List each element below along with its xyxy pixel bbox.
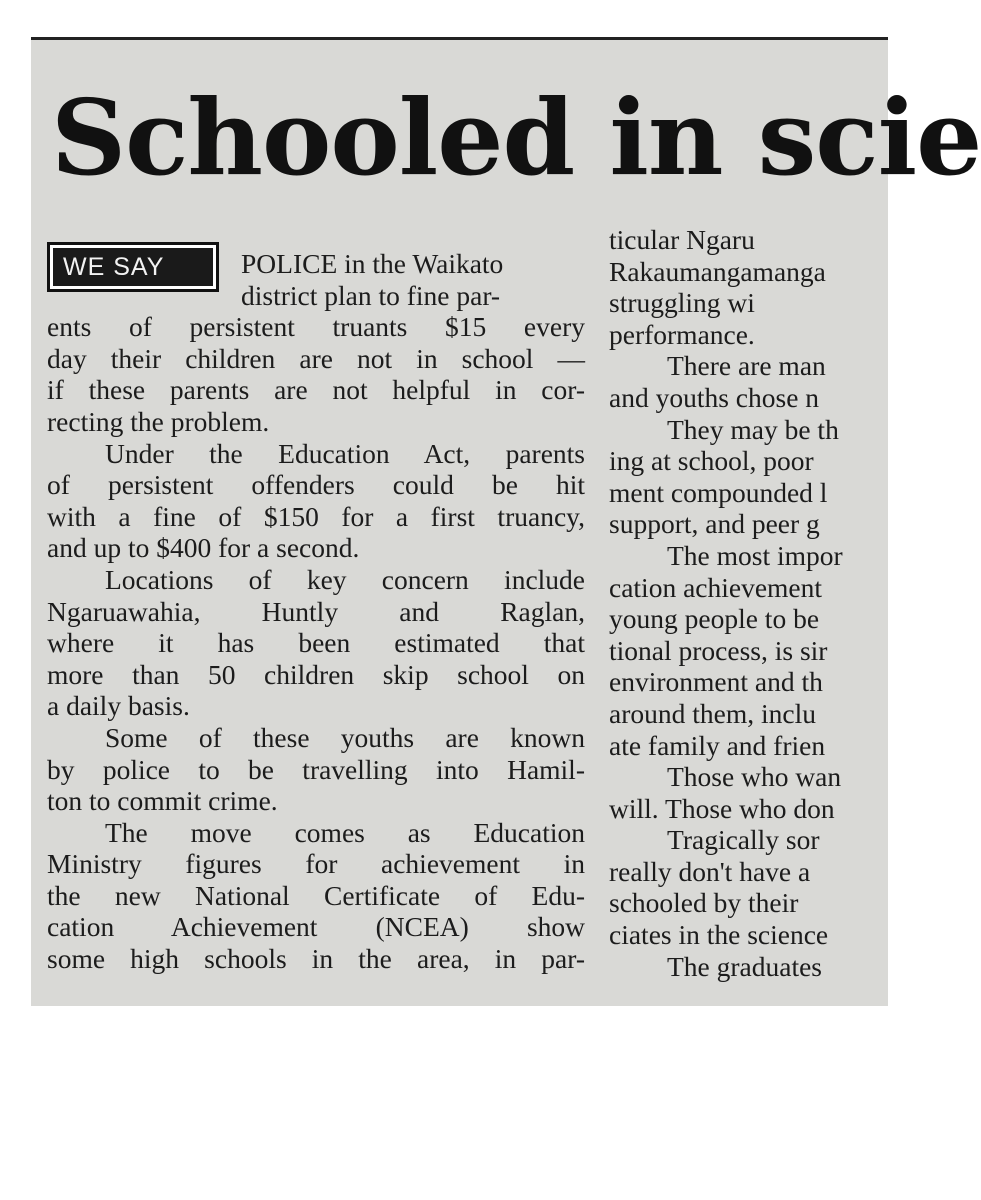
we-say-badge-label: WE SAY bbox=[53, 248, 213, 286]
article-line: Ngaruawahia, Huntly and Raglan, bbox=[47, 595, 585, 627]
article-line: young people to be bbox=[609, 603, 820, 635]
article-line: ticular Ngaru bbox=[609, 224, 755, 255]
article-column-right bbox=[609, 224, 909, 982]
article-line: if these parents are not helpful in cor- bbox=[47, 374, 585, 406]
article-line: where it has been estimated that bbox=[47, 627, 585, 659]
article-line: There are man bbox=[667, 350, 826, 382]
article-line: the new National Certificate of Edu- bbox=[47, 879, 585, 911]
article-line: They may be th bbox=[667, 413, 839, 445]
article-line: recting the problem. bbox=[47, 405, 270, 437]
article-line: district plan to fine par- bbox=[241, 279, 501, 311]
article-line: Some of these youths are known bbox=[105, 721, 585, 753]
article-line: and youths chose n bbox=[609, 381, 820, 413]
article-line: Ministry figures for achievement in bbox=[47, 848, 585, 880]
article-line: The graduates bbox=[667, 950, 822, 982]
article-line: tional process, is sir bbox=[609, 634, 828, 666]
article-line: ate family and frien bbox=[609, 729, 826, 761]
article-line: support, and peer g bbox=[609, 508, 820, 540]
article-line: struggling wi bbox=[609, 287, 755, 319]
article-line: performance. bbox=[609, 318, 755, 350]
article-line: will. Those who don bbox=[609, 792, 835, 824]
article-column-left bbox=[47, 248, 585, 975]
article-line: ment compounded l bbox=[609, 476, 828, 508]
article-line: The move comes as Education bbox=[105, 816, 585, 848]
article-line: environment and th bbox=[609, 666, 823, 698]
article-line: Rakaumangamanga bbox=[609, 255, 826, 287]
article-line: really don't have a bbox=[609, 855, 811, 887]
article-line: Tragically sor bbox=[667, 824, 820, 856]
article-line: ents of persistent truants $15 every bbox=[47, 311, 585, 343]
article-line: a daily basis. bbox=[47, 690, 190, 722]
article-line: more than 50 children skip school on bbox=[47, 658, 585, 690]
article-line: day their children are not in school — bbox=[47, 342, 585, 374]
article-line: schooled by their bbox=[609, 887, 799, 919]
article-line: ing at school, poor bbox=[609, 445, 814, 477]
article-line: Those who wan bbox=[667, 761, 842, 793]
article-line: ciates in the science bbox=[609, 919, 829, 951]
article-line: The most impor bbox=[667, 539, 843, 571]
article-line: around them, inclu bbox=[609, 697, 816, 729]
article-line: and up to $400 for a second. bbox=[47, 532, 360, 564]
article-line: POLICE in the Waikato bbox=[241, 248, 504, 279]
newspaper-clipping bbox=[31, 37, 981, 1006]
article-line: cation achievement bbox=[609, 571, 823, 603]
article-line: cation Achievement (NCEA) show bbox=[47, 911, 585, 943]
headline: Schooled in scie bbox=[51, 76, 981, 199]
article-line: Under the Education Act, parents bbox=[105, 437, 585, 469]
article-line: some high schools in the area, in par- bbox=[47, 943, 585, 975]
article-line: with a fine of $150 for a first truancy, bbox=[47, 500, 585, 532]
article-line: ton to commit crime. bbox=[47, 785, 278, 817]
article-line: by police to be travelling into Hamil- bbox=[47, 753, 585, 785]
article-line: Locations of key concern include bbox=[105, 563, 585, 595]
article-line: of persistent offenders could be hit bbox=[47, 469, 585, 501]
